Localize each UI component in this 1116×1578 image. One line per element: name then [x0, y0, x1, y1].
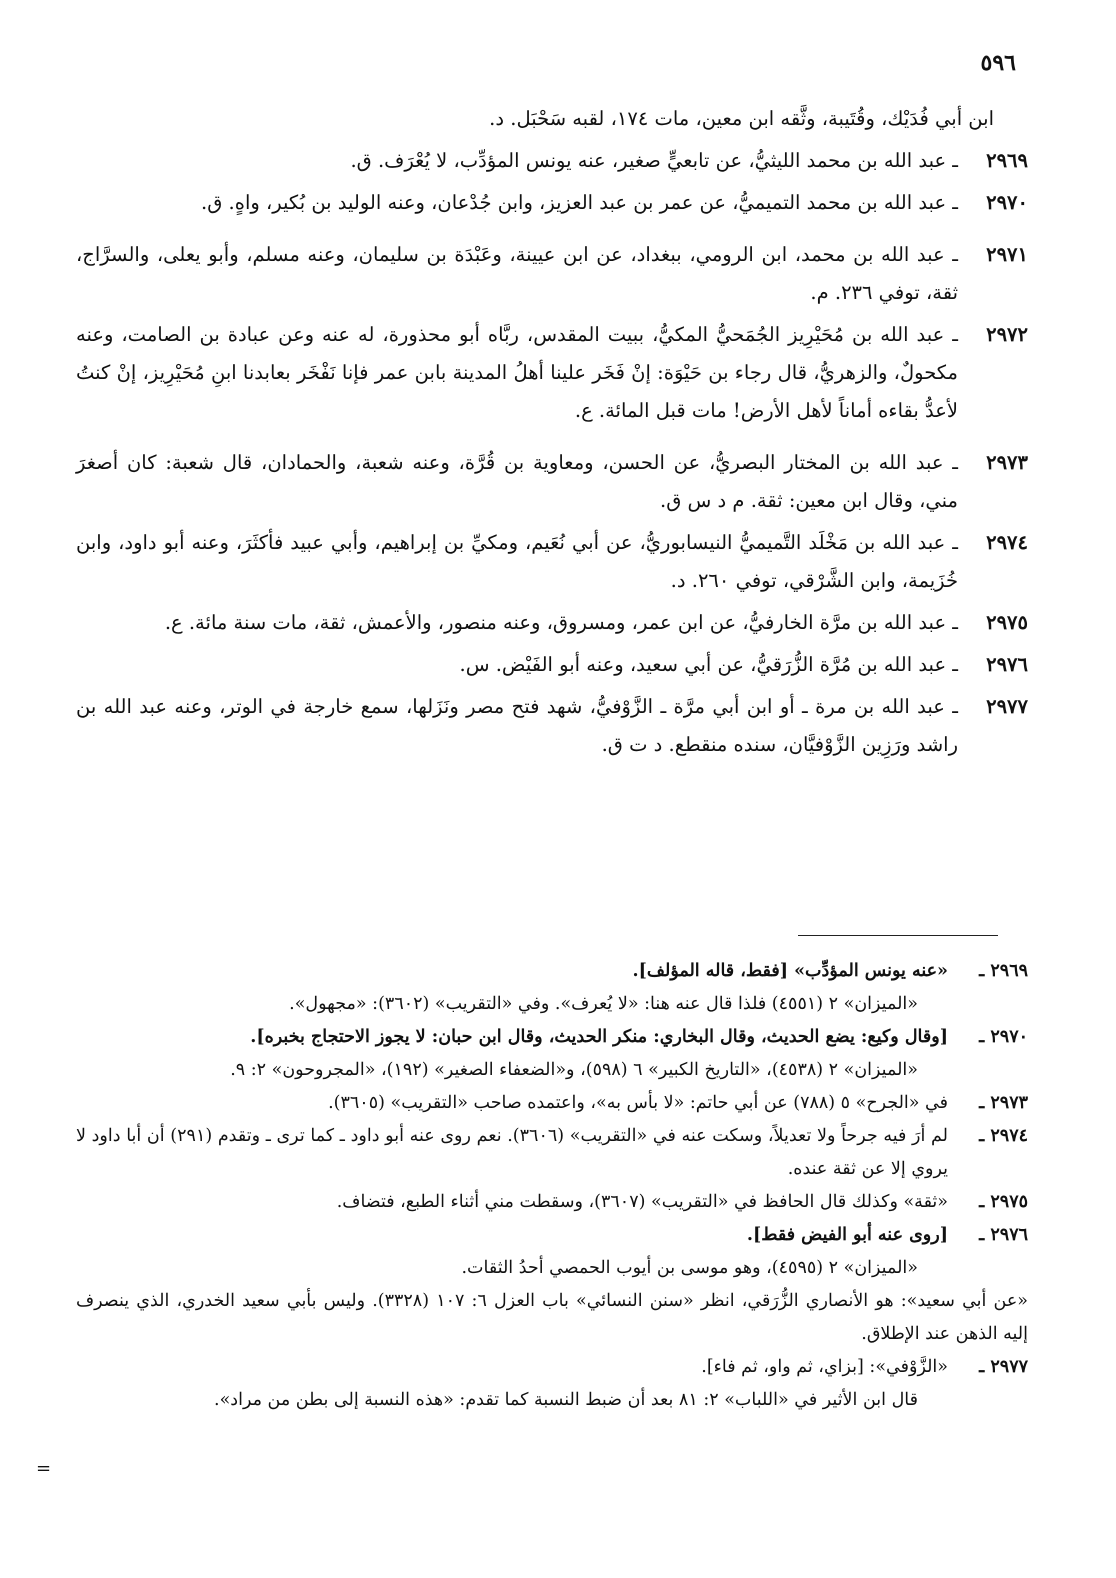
- footnote-2977: [76, 1351, 1028, 1384]
- biography-entries: [76, 100, 1028, 764]
- entry-text: ـ عبد الله بن مُحَيْرِيز الجُمَحيُّ المكيُّ، ببيت المقدس، ربَّاه أبو محذورة، له عنه وعن عبادة بن الصامت، وعنه مكحولٌ، والزهريُّ، قال رجاء بن حَيْوَة: إنْ فَخَر علينا أهلُ المدينة بابن عمر فإنا نَفْخَر بعابدنا ابنِ مُحَيْرِيز، إنْ كنتُ لأعدُّ بقاءه أماناً لأهل الأرض! مات قبل المائة. ع.: [76, 323, 958, 422]
- entry-text: ـ عبد الله بن محمد الليثيُّ، عن تابعيٍّ صغير، عنه يونس المؤدِّب، لا يُعْرَف. ق.: [350, 149, 958, 172]
- entry-2969: [76, 142, 1028, 180]
- entry-2971: [76, 236, 1028, 312]
- footnote-text: لم أرَ فيه جرحاً ولا تعديلاً، وسكت عنه في «التقريب» (٣٦٠٦). نعم روى عنه أبو داود ـ كما ترى ـ وتقدم (٢٩١) أن أبا داود لا يروي إلا عن ثقة عنده.: [76, 1126, 948, 1179]
- footnote-number: ٢٩٧٠ ـ: [979, 1027, 1028, 1047]
- footnote-2973: [76, 1087, 1028, 1120]
- entry-text: ـ عبد الله بن محمد التميميُّ، عن عمر بن عبد العزيز، وابن جُدْعان، وعنه الوليد بن بُكير، واهٍ. ق.: [201, 191, 958, 214]
- footnote-text: «ثقة» وكذلك قال الحافظ في «التقريب» (٣٦٠٧)، وسقطت مني أثناء الطبع، فتضاف.: [336, 1192, 948, 1212]
- entry-number: ٢٩٧٧: [986, 695, 1028, 718]
- footnote-2969: [76, 955, 1028, 988]
- entry-text: ـ عبد الله بن مرَّة الخارفيُّ، عن ابن عمر، ومسروق، وعنه منصور، والأعمش، ثقة، مات سنة مائة. ع.: [164, 611, 958, 634]
- footnote-text: «عنه يونس المؤدِّب» [فقط، قاله المؤلف].: [632, 961, 948, 981]
- footnote-text: «الميزان» ٢ (٤٥٣٨)، «التاريخ الكبير» ٦ (٥٩٨)، و«الضعفاء الصغير» (١٩٢)، «المجروحون» ٢: ٩.: [230, 1060, 918, 1080]
- entry-continuation: [76, 100, 1028, 138]
- entry-number: ٢٩٧٦: [986, 653, 1028, 676]
- footnote-text: في «الجرح» ٥ (٧٨٨) عن أبي حاتم: «لا بأس به»، واعتمده صاحب «التقريب» (٣٦٠٥).: [328, 1093, 948, 1113]
- entry-text: ـ عبد الله بن المختار البصريُّ، عن الحسن، ومعاوية بن قُرَّة، وعنه شعبة، والحمادان، قال شعبة: كان أصغرَ مني، وقال ابن معين: ثقة. م د س ق.: [76, 451, 958, 512]
- footnote-line: [76, 1054, 1028, 1087]
- footnote-line: [76, 1285, 1028, 1351]
- entry-2972: [76, 316, 1028, 430]
- entry-number: ٢٩٧٣: [986, 451, 1028, 474]
- footnote-2974: [76, 1120, 1028, 1186]
- footnote-number: ٢٩٧٥ ـ: [979, 1192, 1028, 1212]
- footnote-line: [76, 988, 1028, 1021]
- entry-text: ـ عبد الله بن مُرَّة الزُّرَقيُّ، عن أبي سعيد، وعنه أبو الفَيْض. س.: [459, 653, 958, 676]
- footnote-number: ٢٩٧٧ ـ: [979, 1357, 1028, 1377]
- entry-2973: [76, 444, 1028, 520]
- footnote-number: ٢٩٧٣ ـ: [979, 1093, 1028, 1113]
- page-number: ٥٩٦: [980, 50, 1016, 76]
- footnote-text: [روى عنه أبو الفيض فقط].: [746, 1225, 948, 1245]
- entry-text: ـ عبد الله بن مرة ـ أو ابن أبي مرَّة ـ الزَّوْفيُّ، شهد فتح مصر ونَزَلها، سمع خارجة في الوتر، وعنه عبد الله بن راشد ورَزِين الزَّوْفيَّان، سنده منقطع. د ت ق.: [76, 695, 958, 756]
- entry-2976: [76, 646, 1028, 684]
- entry-number: ٢٩٦٩: [986, 149, 1028, 172]
- footnote-text: «عن أبي سعيد»: هو الأنصاري الزُّرَقي، انظر «سنن النسائي» باب العزل ٦: ١٠٧ (٣٣٢٨). وليس بأبي سعيد الخدري، الذي ينصرف إليه الذهن عند الإطلاق.: [76, 1291, 1029, 1344]
- continuation-mark: =: [36, 1458, 52, 1479]
- footnote-text: «الميزان» ٢ (٤٥٥١) فلذا قال عنه هنا: «لا يُعرف». وفي «التقريب» (٣٦٠٢): «مجهول».: [289, 994, 918, 1014]
- footnote-line: [76, 1384, 1028, 1417]
- footnote-text: «الميزان» ٢ (٤٥٩٥)، وهو موسى بن أيوب الحمصي أحدُ الثقات.: [461, 1258, 918, 1278]
- footnote-text: [وقال وكيع: يضع الحديث، وقال البخاري: منكر الحديث، وقال ابن حبان: لا يجوز الاحتجاج بخبره].: [250, 1027, 948, 1047]
- entry-number: ٢٩٧٥: [986, 611, 1028, 634]
- footnote-text: «الزَّوْفي»: [بزاي، ثم واو، ثم فاء].: [701, 1357, 948, 1377]
- footnote-2970: [76, 1021, 1028, 1054]
- entry-text: ابن أبي فُدَيْك، وقُتَيبة، وثَّقه ابن معين، مات ١٧٤، لقبه سَحْبَل. د.: [489, 107, 994, 130]
- footnote-line: [76, 1252, 1028, 1285]
- footnote-divider: [798, 935, 998, 936]
- entry-2974: [76, 524, 1028, 600]
- entry-text: ـ عبد الله بن مَخْلَد التَّميميُّ النيسابوريُّ، عن أبي نُعَيم، ومكيِّ بن إبراهيم، وأبي عبيد فأكثَرَ، وعنه أبو داود، وابن خُزَيمة، وابن الشَّرْقي، توفي ٢٦٠. د.: [76, 531, 958, 592]
- footnote-number: ٢٩٧٤ ـ: [979, 1126, 1028, 1146]
- entry-2970: [76, 184, 1028, 222]
- entry-2977: [76, 688, 1028, 764]
- entry-number: ٢٩٧١: [986, 243, 1028, 266]
- entry-number: ٢٩٧٢: [986, 323, 1028, 346]
- footnotes: [76, 955, 1028, 1417]
- footnote-text: قال ابن الأثير في «اللباب» ٢: ٨١ بعد أن ضبط النسبة كما تقدم: «هذه النسبة إلى بطن من مراد».: [214, 1390, 918, 1410]
- entry-text: ـ عبد الله بن محمد، ابن الرومي، ببغداد، عن ابن عيينة، وعَبْدَة بن سليمان، وعنه مسلم، وأبو يعلى، والسرَّاج، ثقة، توفي ٢٣٦. م.: [76, 243, 958, 304]
- footnote-2975: [76, 1186, 1028, 1219]
- footnote-number: ٢٩٧٦ ـ: [979, 1225, 1028, 1245]
- entry-number: ٢٩٧٠: [986, 191, 1028, 214]
- entry-number: ٢٩٧٤: [986, 531, 1028, 554]
- footnote-number: ٢٩٦٩ ـ: [979, 961, 1028, 981]
- entry-2975: [76, 604, 1028, 642]
- footnote-2976: [76, 1219, 1028, 1252]
